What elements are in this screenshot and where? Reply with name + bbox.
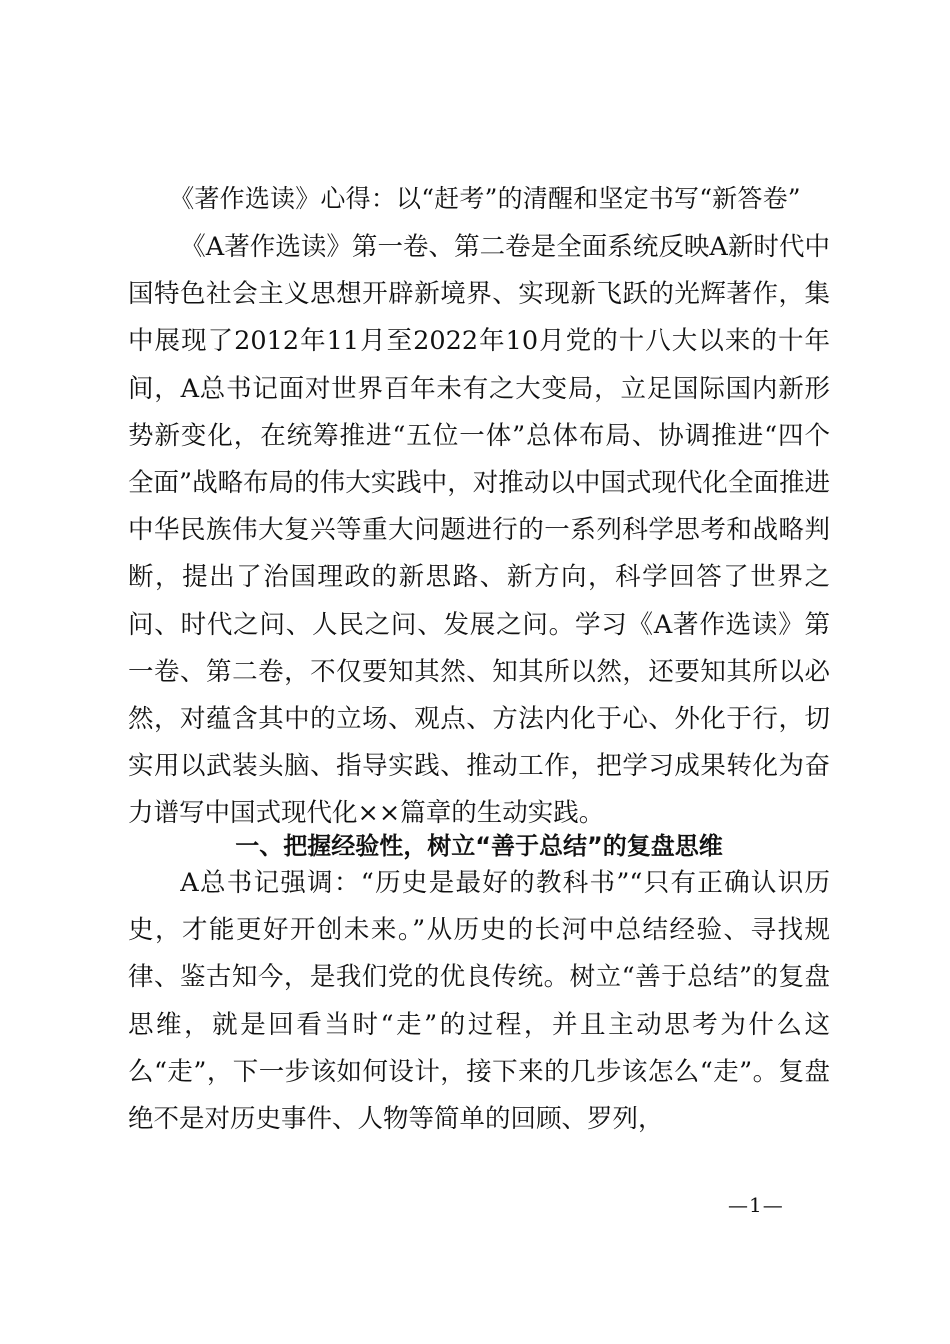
page-number: —1— bbox=[728, 1193, 784, 1217]
body-paragraph: 《A著作选读》第一卷、第二卷是全面系统反映A新时代中国特色社会主义思想开辟新境界、实现新飞跃的光辉著作，集中展现了2012年11月至2022年10月党的十八大以来的十年间，A总书记面对世界百年未有之大变局，立足国际国内新形势新变化，在统筹推进“五位一体”总体布局、协调推进“四个全面”战略布局的伟大实践中，对推动以中国式现代化全面推进中华民族伟大复兴等重大问题进行的一系列科学思考和战略判断，提出了治国理政的新思路、新方向，科学回答了世界之问、时代之问、人民之问、发展之问。学习《A著作选读》第一卷、第二卷，不仅要知其然、知其所以然，还要知其所以必然，对蕴含其中的立场、观点、方法内化于心、外化于行，切实用以武装头脑、指导实践、推动工作，把学习成果转化为奋力谱写中国式现代化××篇章的生动实践。 bbox=[128, 232, 830, 829]
section-heading: 一、把握经验性，树立“善于总结”的复盘思维 bbox=[235, 832, 723, 860]
body-paragraph: A总书记强调：“历史是最好的教科书”“只有正确认识历史，才能更好开创未来。”从历史的长河中总结经验、寻找规律、鉴古知今，是我们党的优良传统。树立“善于总结”的复盘思维，就是回看当时“走”的过程，并且主动思考为什么这么“走”，下一步该如何设计，接下来的几步该怎么“走”。复盘绝不是对历史事件、人物等简单的回顾、罗列， bbox=[128, 868, 830, 1135]
document-title: 《著作选读》心得：以“赶考”的清醒和坚定书写“新答卷” bbox=[169, 184, 801, 213]
